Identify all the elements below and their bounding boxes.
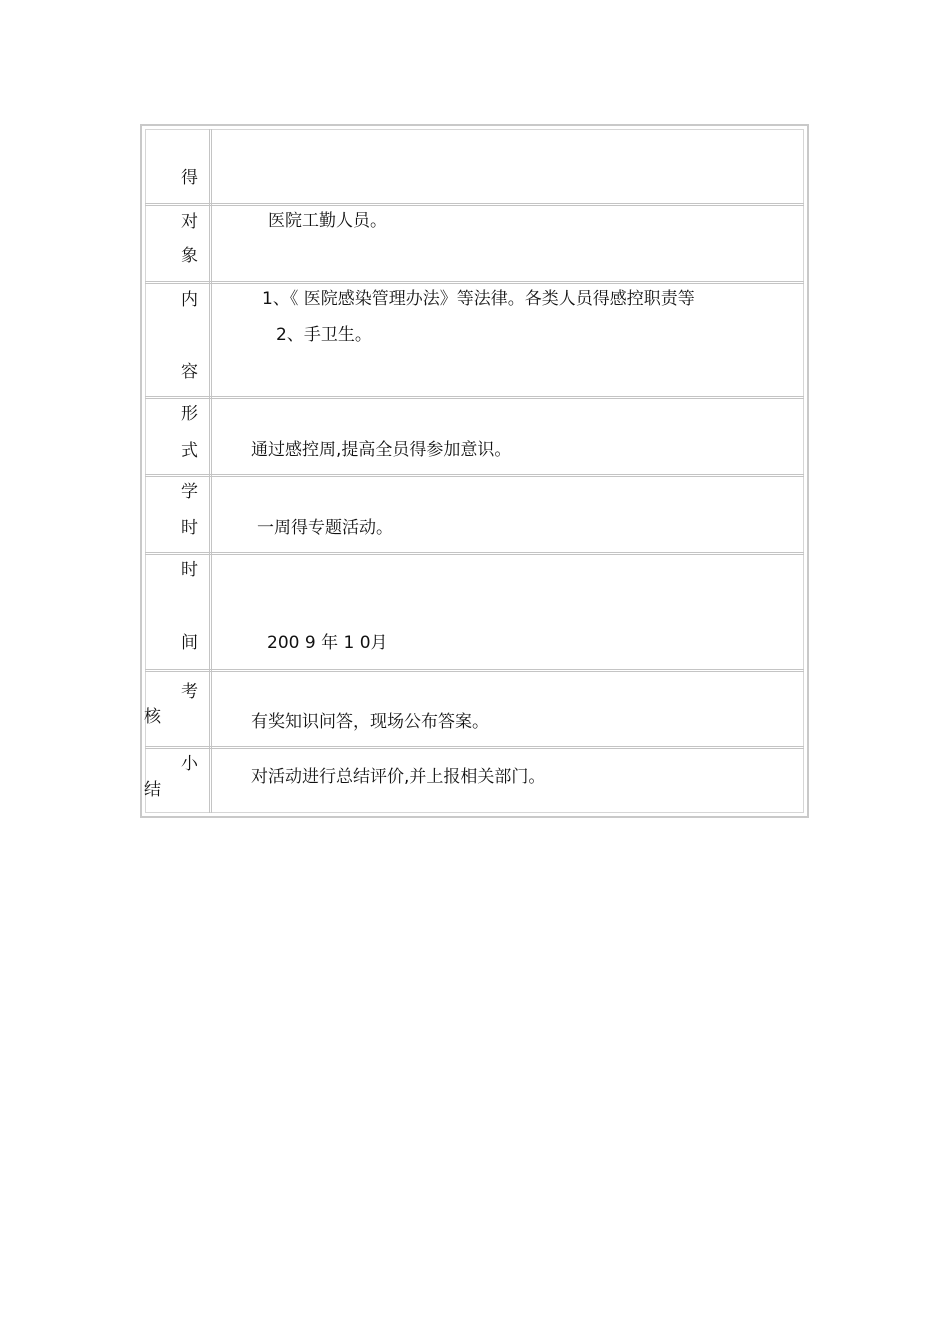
row-label-char: 容 (181, 362, 198, 382)
row-content-line: 有奖知识问答，现场公布答案。 (251, 712, 489, 732)
row-label-char: 得 (181, 168, 198, 188)
row-label-char: 内 (181, 290, 198, 310)
row-divider (145, 552, 804, 555)
row-label-char: 间 (181, 633, 198, 653)
row-label-char: 形 (181, 404, 198, 424)
row-content-line: 通过感控周,提高全员得参加意识。 (251, 440, 512, 460)
row-label-char: 时 (181, 560, 198, 580)
row-content-line: 一周得专题活动。 (257, 518, 393, 538)
row-content-line: 200 9 年 1 0月 (267, 633, 388, 653)
row-divider (145, 281, 804, 284)
row-content-line: 1、《 医院感染管理办法》等法律。各类人员得感控职责等 (262, 289, 695, 309)
table-inner-frame (145, 129, 804, 813)
row-content-line: 2、手卫生。 (276, 325, 372, 345)
row-divider (145, 474, 804, 477)
row-label-char: 结 (144, 780, 161, 800)
row-content-line: 对活动进行总结评价,并上报相关部门。 (251, 767, 546, 787)
row-label-char: 考 (181, 682, 198, 702)
row-divider (145, 669, 804, 672)
row-divider (145, 396, 804, 399)
row-label-char: 对 (181, 212, 198, 232)
row-label-char: 时 (181, 518, 198, 538)
column-divider (209, 129, 212, 813)
row-label-char: 式 (181, 441, 198, 461)
row-label-char: 象 (181, 246, 198, 266)
row-label-char: 核 (144, 707, 161, 727)
row-label-char: 学 (181, 482, 198, 502)
row-content-line: 医院工勤人员。 (268, 211, 387, 231)
row-label-char: 小 (181, 754, 198, 774)
row-divider (145, 203, 804, 206)
row-divider (145, 746, 804, 749)
